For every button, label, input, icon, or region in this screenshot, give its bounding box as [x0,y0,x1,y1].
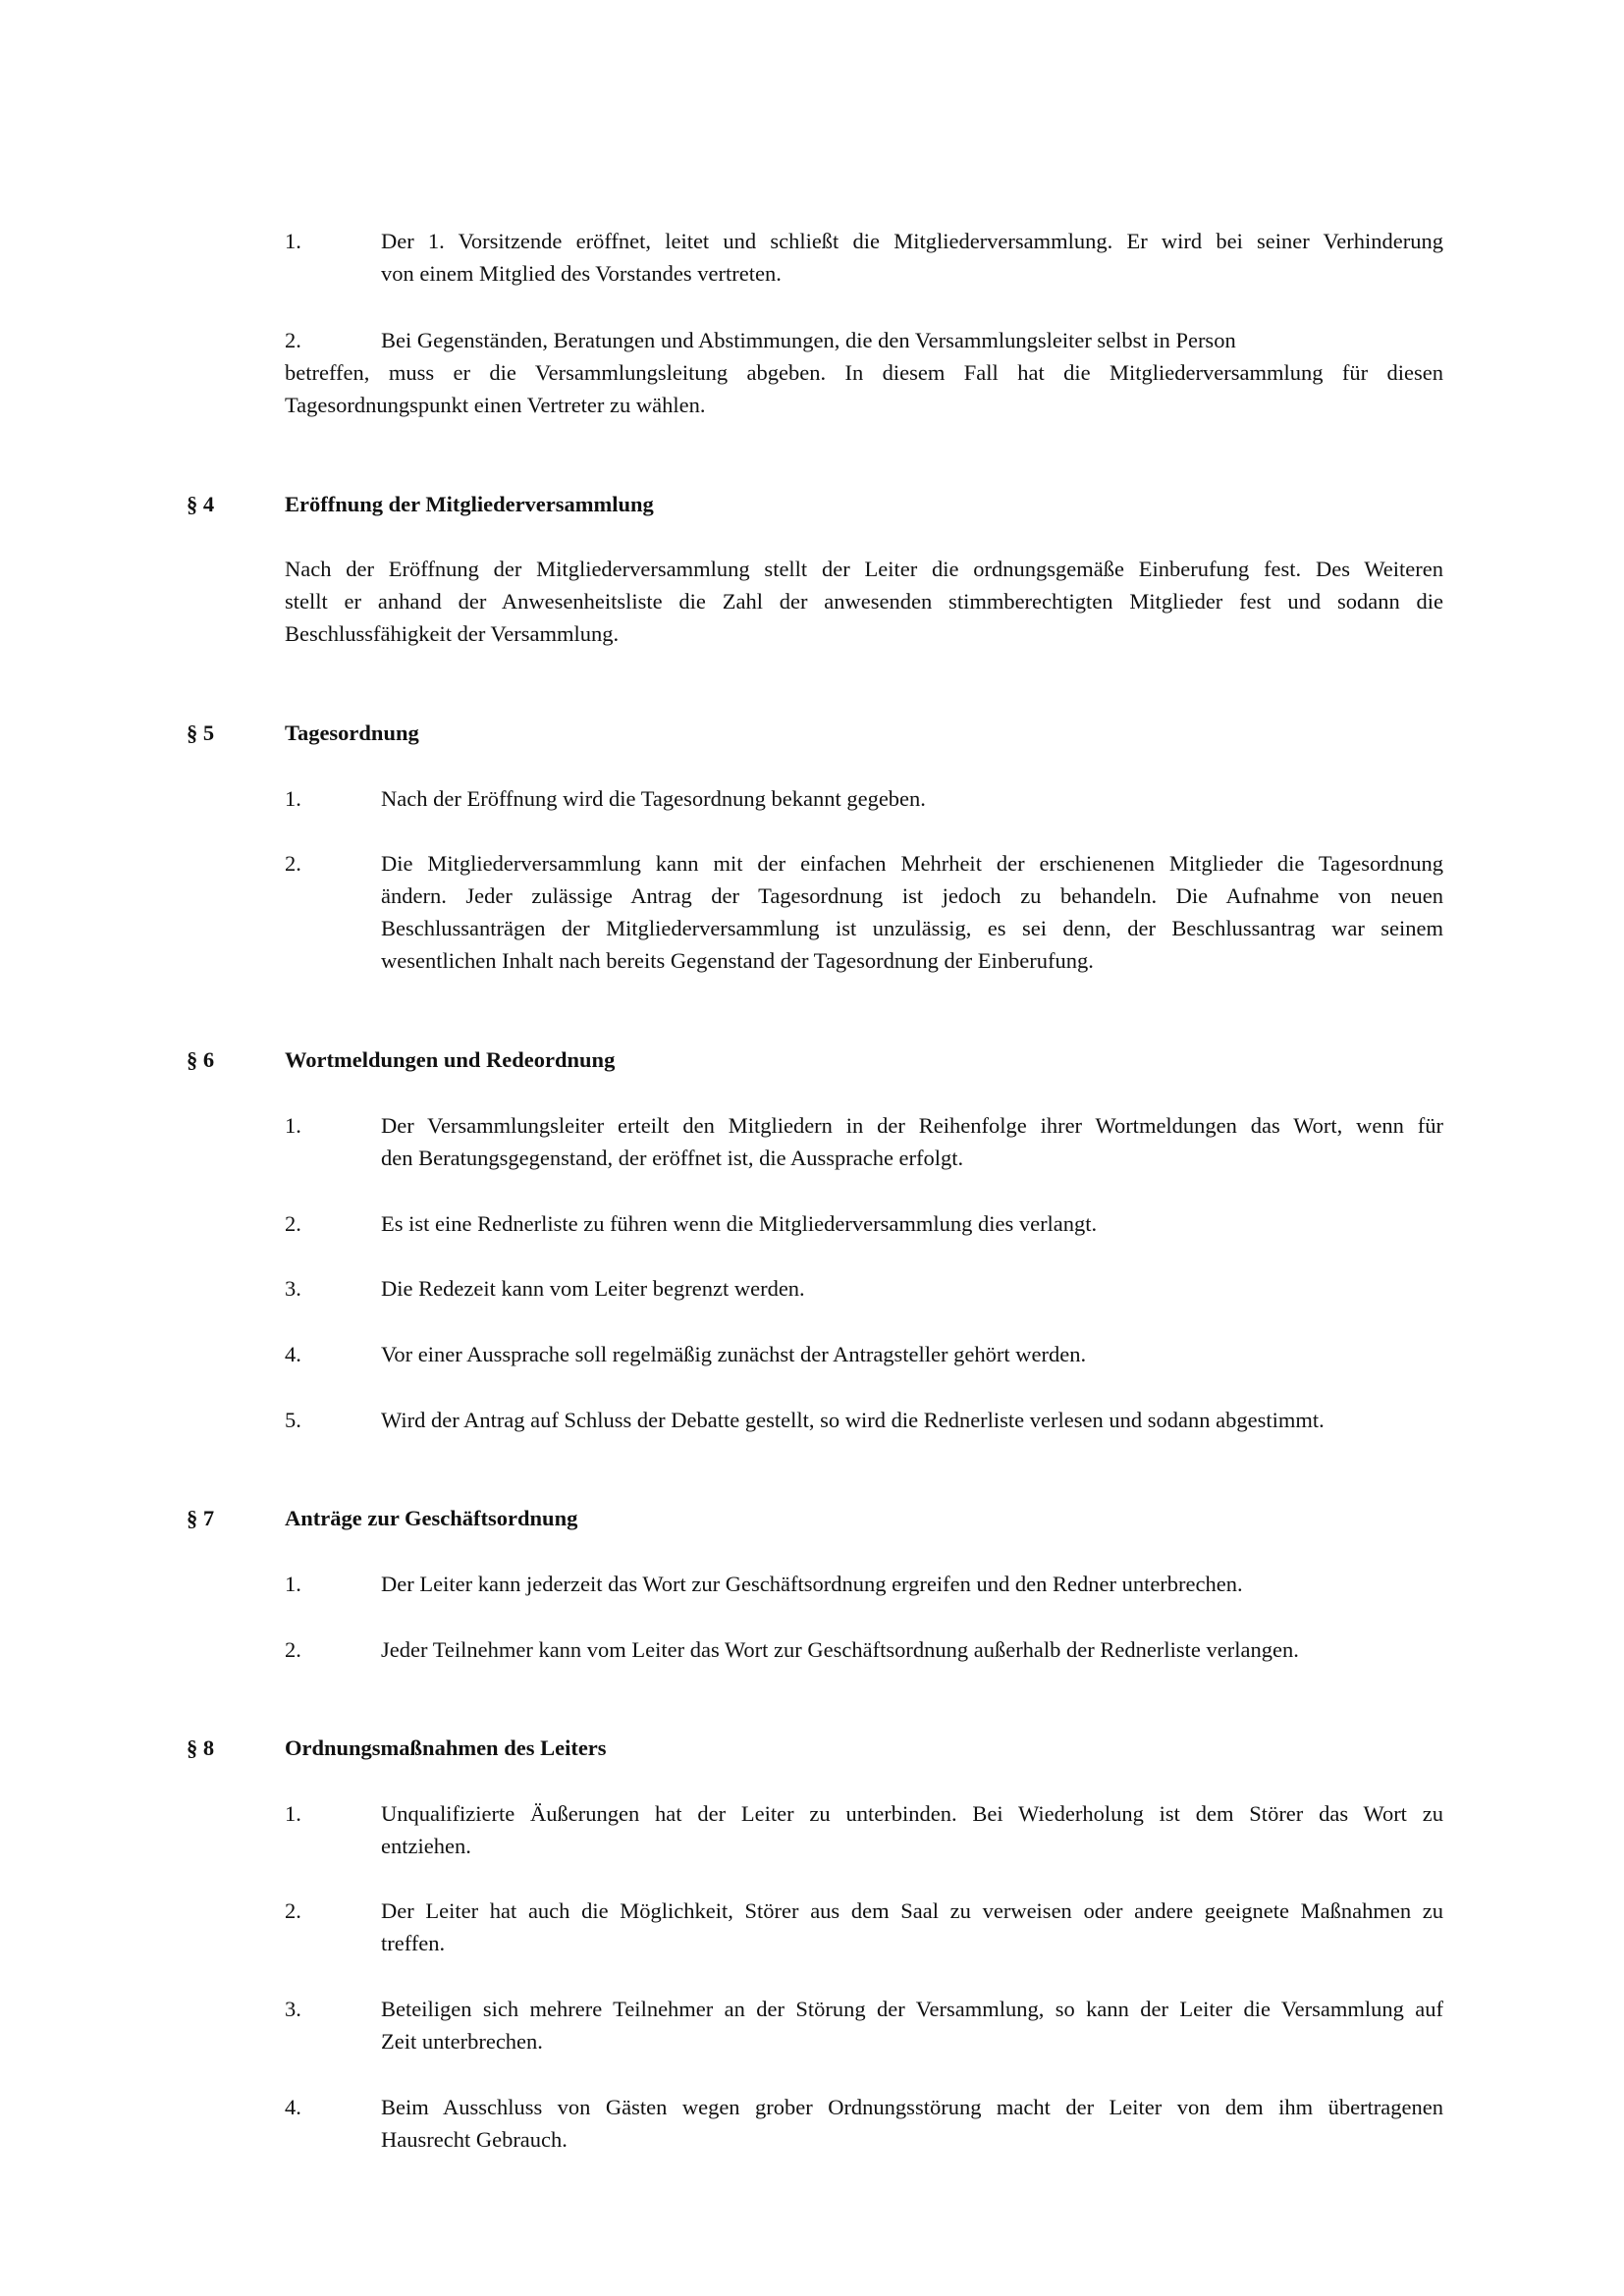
section-8-item-3-line-1: Beteiligen sich mehrere Teilnehmer an der Störung der Versammlung, so kann der Leiter die Versammlung auf [381,1997,1443,2021]
section-8-item-1-line-1: Unqualifizierte Äußerungen hat der Leiter zu unterbinden. Bei Wiederholung ist dem Störer das Wort zu [381,1801,1443,1826]
section-8-title: Ordnungsmaßnahmen des Leiters [285,1735,607,1760]
section-5-item-1-line-1: Nach der Eröffnung wird die Tagesordnung bekannt gegeben. [381,786,926,811]
section-6-number: § 6 [187,1047,215,1072]
intro-item-1-line-2: von einem Mitglied des Vorstandes vertreten. [381,261,782,286]
intro-item-2-line-1: Bei Gegenständen, Beratungen und Abstimmungen, die den Versammlungsleiter selbst in Person [381,328,1236,352]
section-6-item-3-line-1: Die Redezeit kann vom Leiter begrenzt werden. [381,1276,805,1301]
section-6-item-5-line-1: Wird der Antrag auf Schluss der Debatte gestellt, so wird die Rednerliste verlesen und sodann abgestimmt. [381,1408,1325,1432]
section-6-item-5-number: 5. [285,1408,301,1432]
section-6-item-1-line-2: den Beratungsgegenstand, der eröffnet ist, die Aussprache erfolgt. [381,1146,964,1170]
section-7-number: § 7 [187,1506,215,1530]
section-4-paragraph-line-1: Nach der Eröffnung der Mitgliederversammlung stellt der Leiter die ordnungsgemäße Einberufung fest. Des Weiteren [285,557,1443,581]
section-8-item-4-line-1: Beim Ausschluss von Gästen wegen grober Ordnungsstörung macht der Leiter von dem ihm übertragenen [381,2095,1443,2119]
section-7-item-1-line-1: Der Leiter kann jederzeit das Wort zur Geschäftsordnung ergreifen und den Redner unterbrechen. [381,1572,1243,1596]
section-5-number: § 5 [187,721,215,745]
section-5-item-2-line-3: Beschlussanträgen der Mitgliederversammlung ist unzulässig, es sei denn, der Beschlussantrag war seinem [381,916,1443,940]
section-5-title: Tagesordnung [285,721,419,745]
section-8-item-4-number: 4. [285,2095,301,2119]
section-7-item-1-number: 1. [285,1572,301,1596]
section-8-number: § 8 [187,1735,215,1760]
section-7-title: Anträge zur Geschäftsordnung [285,1506,578,1530]
section-5-item-1-number: 1. [285,786,301,811]
section-6-item-1-line-1: Der Versammlungsleiter erteilt den Mitgliedern in der Reihenfolge ihrer Wortmeldungen das Wort, wenn für [381,1113,1443,1138]
section-6-item-3-number: 3. [285,1276,301,1301]
section-8-item-3-number: 3. [285,1997,301,2021]
section-4-title: Eröffnung der Mitgliederversammlung [285,492,654,516]
intro-item-2-line-3: Tagesordnungspunkt einen Vertreter zu wählen. [285,393,706,417]
section-8-item-2-line-2: treffen. [381,1931,446,1955]
section-5-item-2-line-1: Die Mitgliederversammlung kann mit der einfachen Mehrheit der erschienenen Mitglieder die Tagesordnung [381,851,1443,876]
section-5-item-2-line-2: ändern. Jeder zulässige Antrag der Tagesordnung ist jedoch zu behandeln. Die Aufnahme von neuen [381,883,1443,908]
section-6-item-4-number: 4. [285,1342,301,1366]
section-6-item-4-line-1: Vor einer Aussprache soll regelmäßig zunächst der Antragsteller gehört werden. [381,1342,1087,1366]
section-6-item-1-number: 1. [285,1113,301,1138]
section-8-item-2-number: 2. [285,1898,301,1923]
intro-item-1-line-1: Der 1. Vorsitzende eröffnet, leitet und schließt die Mitgliederversammlung. Er wird bei seiner Verhinderung [381,229,1443,253]
section-8-item-1-line-2: entziehen. [381,1834,471,1858]
section-6-title: Wortmeldungen und Redeordnung [285,1047,616,1072]
section-5-item-2-line-4: wesentlichen Inhalt nach bereits Gegenstand der Tagesordnung der Einberufung. [381,948,1094,973]
section-8-item-1-number: 1. [285,1801,301,1826]
intro-item-2-line-2: betreffen, muss er die Versammlungsleitung abgeben. In diesem Fall hat die Mitgliederversammlung für diesen [285,360,1443,385]
section-6-item-2-number: 2. [285,1211,301,1236]
intro-item-2-number: 2. [285,328,301,352]
section-4-number: § 4 [187,492,215,516]
section-4-paragraph-line-3: Beschlussfähigkeit der Versammlung. [285,621,620,646]
section-8-item-2-line-1: Der Leiter hat auch die Möglichkeit, Störer aus dem Saal zu verweisen oder andere geeignete Maßnahmen zu [381,1898,1443,1923]
section-7-item-2-line-1: Jeder Teilnehmer kann vom Leiter das Wort zur Geschäftsordnung außerhalb der Rednerliste verlangen. [381,1637,1299,1662]
section-5-item-2-number: 2. [285,851,301,876]
section-7-item-2-number: 2. [285,1637,301,1662]
section-6-item-2-line-1: Es ist eine Rednerliste zu führen wenn die Mitgliederversammlung dies verlangt. [381,1211,1098,1236]
section-8-item-4-line-2: Hausrecht Gebrauch. [381,2127,568,2152]
section-8-item-3-line-2: Zeit unterbrechen. [381,2029,543,2054]
section-4-paragraph-line-2: stellt er anhand der Anwesenheitsliste die Zahl der anwesenden stimmberechtigten Mitglieder fest und sodann die [285,589,1443,614]
intro-item-1-number: 1. [285,229,301,253]
